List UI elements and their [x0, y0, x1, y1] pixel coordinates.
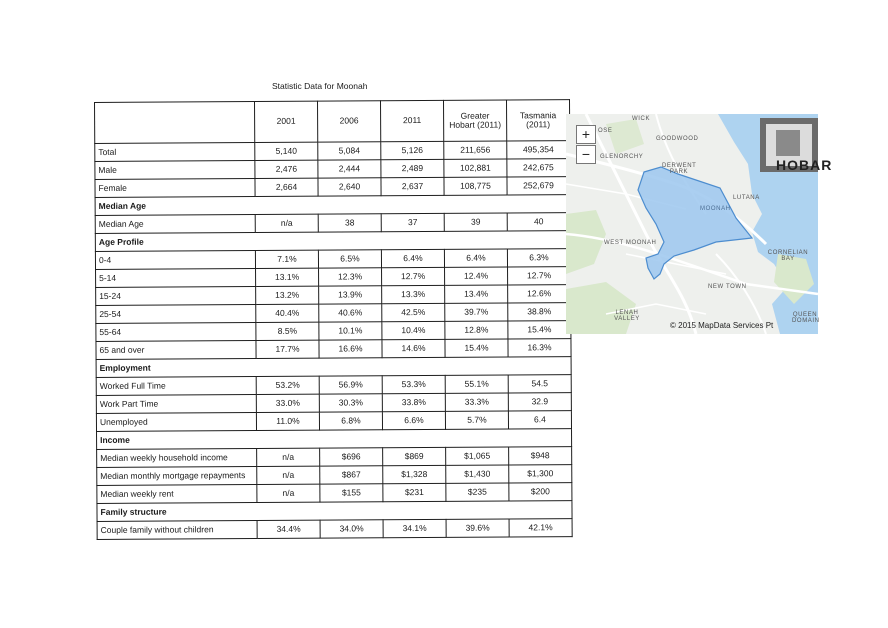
table-cell: 55.1% — [445, 375, 508, 393]
row-label: Worked Full Time — [96, 377, 256, 396]
table-cell: 38.8% — [508, 303, 571, 321]
table-cell: 7.1% — [255, 250, 318, 268]
table-cell: 15.4% — [508, 321, 571, 339]
table-cell: 10.4% — [382, 321, 445, 339]
table-cell: 53.2% — [256, 376, 319, 394]
column-header: 2011 — [380, 100, 443, 141]
table-cell: n/a — [257, 466, 320, 484]
table-row — [97, 519, 572, 540]
table-cell: 56.9% — [319, 376, 382, 394]
column-header — [95, 102, 255, 144]
map-label-queen-domain: QUEEN DOMAIN — [792, 312, 820, 324]
row-label: 25-54 — [96, 305, 256, 324]
table-cell: $231 — [383, 483, 446, 501]
table-cell: 10.1% — [319, 322, 382, 340]
column-header: 2006 — [317, 101, 380, 142]
map-inset — [776, 130, 800, 156]
row-label: 0-4 — [95, 251, 255, 270]
table-cell: 2,489 — [381, 159, 444, 177]
table-cell: 42.5% — [382, 303, 445, 321]
table-cell: 12.4% — [445, 267, 508, 285]
map-label-lenah-valley: LENAH VALLEY — [614, 310, 640, 322]
table-cell: 53.3% — [382, 375, 445, 393]
table-cell: 242,675 — [507, 159, 570, 177]
table-cell: n/a — [257, 448, 320, 466]
table-cell: $235 — [446, 483, 509, 501]
row-label: Male — [95, 161, 255, 180]
table-cell: 33.0% — [256, 394, 319, 412]
road — [626, 254, 726, 274]
table-cell: 6.4% — [444, 249, 507, 267]
map-label-lutana: LUTANA — [733, 195, 760, 201]
column-header: Tasmania (2011) — [506, 100, 569, 141]
map-label-hobart: HOBAR — [776, 157, 833, 173]
row-label: Female — [95, 179, 255, 198]
table-cell: $1,300 — [509, 465, 572, 483]
table-cell: 39 — [444, 213, 507, 231]
table-cell: 40 — [507, 213, 570, 231]
table-header-row — [95, 100, 570, 144]
table-cell: $869 — [383, 447, 446, 465]
park-area — [566, 282, 636, 334]
table-cell: 211,656 — [444, 141, 507, 159]
table-cell: 37 — [381, 213, 444, 231]
row-label: 55-64 — [96, 323, 256, 342]
table-cell: 34.4% — [257, 520, 320, 538]
table-cell: 252,679 — [507, 177, 570, 195]
table-cell: 108,775 — [444, 177, 507, 195]
table-cell: 13.1% — [256, 268, 319, 286]
table-cell: $155 — [320, 484, 383, 502]
row-label: Couple family without children — [97, 521, 257, 540]
table-cell: 54.5 — [508, 375, 571, 393]
table-cell: 33.8% — [382, 393, 445, 411]
table-cell: 30.3% — [319, 394, 382, 412]
map-canvas — [566, 114, 818, 334]
page-title: Statistic Data for Moonah — [272, 81, 368, 91]
map-label-cornelian-bay: CORNELIAN BAY — [767, 250, 809, 262]
table-cell: 13.4% — [445, 285, 508, 303]
table-cell: 16.3% — [508, 339, 571, 357]
table-cell: 32.9 — [508, 393, 571, 411]
row-label: 65 and over — [96, 341, 256, 360]
row-label: 5-14 — [96, 269, 256, 288]
table-cell: 14.6% — [382, 339, 445, 357]
table-cell: $867 — [320, 466, 383, 484]
table-cell: 2,664 — [255, 178, 318, 196]
row-label: Median monthly mortgage repayments — [97, 467, 257, 486]
table-cell: 2,444 — [318, 160, 381, 178]
table-cell: 38 — [318, 214, 381, 232]
table-cell: 34.1% — [383, 519, 446, 537]
section-heading: Employment — [96, 357, 571, 378]
table-cell: 5,140 — [255, 142, 318, 160]
statistics-table — [94, 99, 573, 540]
map-label-west-moonah: WEST MOONAH — [604, 240, 657, 246]
map-label-goodwood: GOODWOOD — [656, 136, 699, 142]
table-cell: 12.3% — [319, 268, 382, 286]
table-cell: 6.8% — [319, 412, 382, 430]
zoom-out-button[interactable]: − — [576, 145, 596, 164]
section-heading: Income — [97, 429, 572, 450]
table-cell: 40.6% — [319, 304, 382, 322]
table-cell: 39.6% — [446, 519, 509, 537]
section-heading: Median Age — [95, 195, 570, 216]
table-cell: $1,065 — [446, 447, 509, 465]
table-cell: 5,126 — [381, 141, 444, 159]
table-cell: n/a — [255, 214, 318, 232]
map-label-ose: OSE — [598, 128, 613, 134]
table-cell: 2,640 — [318, 178, 381, 196]
table-cell: 12.7% — [382, 267, 445, 285]
table-cell: 39.7% — [445, 303, 508, 321]
table-cell: $200 — [509, 483, 572, 501]
table-cell: 33.3% — [445, 393, 508, 411]
table-cell: 495,354 — [507, 141, 570, 159]
table-cell: 6.4 — [508, 411, 571, 429]
park-area — [606, 119, 644, 154]
table-cell: 2,637 — [381, 177, 444, 195]
column-header: 2001 — [255, 101, 318, 142]
table-cell: 15.4% — [445, 339, 508, 357]
table-cell: 102,881 — [444, 159, 507, 177]
table-cell: $1,328 — [383, 465, 446, 483]
park-area — [566, 210, 606, 274]
table-cell: 2,476 — [255, 160, 318, 178]
row-label: Median weekly rent — [97, 485, 257, 504]
table-cell: 6.4% — [381, 249, 444, 267]
zoom-in-button[interactable]: + — [576, 125, 596, 144]
row-label: 15-24 — [96, 287, 256, 306]
moonah-boundary — [638, 167, 752, 279]
table-cell: 6.6% — [382, 411, 445, 429]
row-label: Work Part Time — [96, 395, 256, 414]
table-cell: 12.8% — [445, 321, 508, 339]
table-cell: 11.0% — [256, 412, 319, 430]
table-cell: 12.7% — [508, 267, 571, 285]
table-cell: 13.9% — [319, 286, 382, 304]
table-cell: 13.2% — [256, 286, 319, 304]
statistics-table-body — [95, 100, 573, 540]
map-copyright: © 2015 MapData Services Pt — [670, 321, 774, 330]
map-label-wick: WICK — [632, 116, 651, 122]
map-label-glenorchy: GLENORCHY — [600, 154, 644, 160]
table-cell: 16.6% — [319, 340, 382, 358]
table-cell: 40.4% — [256, 304, 319, 322]
table-cell: $948 — [509, 447, 572, 465]
column-header: Greater Hobart (2011) — [443, 100, 506, 141]
table-cell: 42.1% — [509, 519, 572, 537]
map-label-derwent-park: DERWENT PARK — [662, 163, 697, 175]
row-label: Total — [95, 143, 255, 162]
table-cell: 5.7% — [445, 411, 508, 429]
row-label: Median Age — [95, 215, 255, 234]
table-cell: n/a — [257, 484, 320, 502]
table-cell: 13.3% — [382, 285, 445, 303]
section-heading: Family structure — [97, 501, 572, 522]
table-cell: 6.5% — [318, 250, 381, 268]
map-label-moonah: MOONAH — [700, 206, 731, 212]
table-cell: $696 — [320, 448, 383, 466]
row-label: Unemployed — [96, 413, 256, 432]
table-cell: 6.3% — [507, 249, 570, 267]
map-label-new-town: NEW TOWN — [708, 284, 747, 290]
table-cell: $1,430 — [446, 465, 509, 483]
table-cell: 8.5% — [256, 322, 319, 340]
table-cell: 12.6% — [508, 285, 571, 303]
statistics-table-container — [94, 99, 573, 540]
map[interactable] — [566, 114, 833, 334]
section-heading: Age Profile — [95, 231, 570, 252]
table-cell: 34.0% — [320, 520, 383, 538]
table-cell: 17.7% — [256, 340, 319, 358]
table-cell: 5,084 — [318, 142, 381, 160]
row-label: Median weekly household income — [97, 449, 257, 468]
